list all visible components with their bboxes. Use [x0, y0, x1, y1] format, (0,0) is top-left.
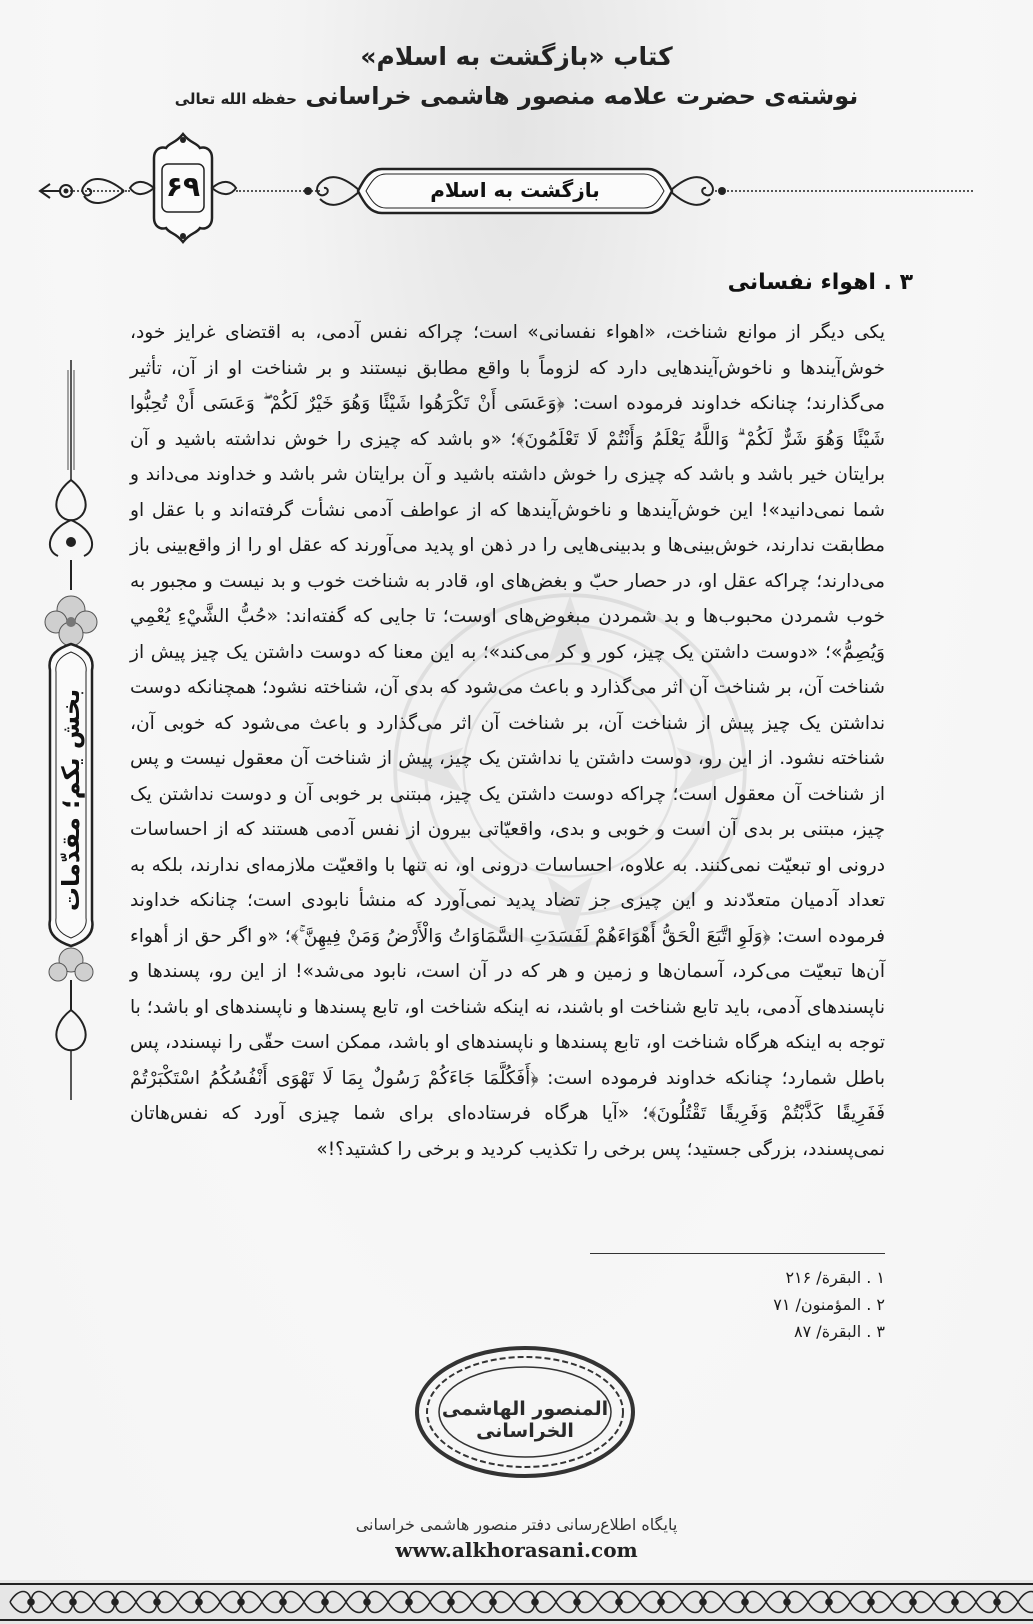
border-motif-dot — [364, 1599, 370, 1605]
border-motif-dot — [280, 1599, 286, 1605]
border-motif-dot — [910, 1599, 916, 1605]
border-motif-dot — [196, 1599, 202, 1605]
author-name: نوشته‌ی حضرت علامه منصور هاشمی خراسانی — [305, 82, 859, 110]
footnote-separator — [590, 1253, 885, 1254]
border-motif-dot — [742, 1599, 748, 1605]
border-motif-dot — [658, 1599, 664, 1605]
border-motif-dot — [238, 1599, 244, 1605]
page-number: ۶۹ — [165, 170, 201, 203]
body-paragraph: یکی دیگر از موانع شناخت، «اهواء نفسانی» است؛ چراکه نفس آدمی، به اقتضای غرایز خود، خوش‌آیندها و ناخوش‌آیندهایی دارد که لزوماً با واقع مطابق نیستند و بر شناخت او از آن، تأثیر می‌گذارند؛ چنانکه خداوند فرموده است: ﴿وَعَسَى أَنْ تَكْرَهُوا شَيْئًا وَهُوَ خَيْرٌ لَكُمْ ۖ وَعَسَى أَنْ تُحِبُّوا شَيْئًا وَهُوَ شَرٌّ لَكُمْ ۗ وَاللَّهُ يَعْلَمُ وَأَنْتُمْ لَا تَعْلَمُونَ﴾؛ «و باشد که چیزی را خوش نداشته باشید و آن برایتان خیر باشد و باشد که چیزی را خوش داشته باشید و آن برایتان شر باشد و خداوند می‌داند و شما نمی‌دانید»! این خوش‌آیندها و ناخوش‌آیندها که از عواطف آدمی نشأت گرفته‌اند و با عقل او مطابقت ندارند، خوش‌بینی‌ها و بدبینی‌هایی را در ذهن او پدید می‌آورند که عقل او را از واقع‌بینی باز می‌دارند؛ چراکه عقل او، در حصار حبّ و بغض‌های او، قادر به شناخت خوب و بد نیست و مجبور به خوب شمردن محبوب‌ها و بد شمردن مبغوض‌های اوست؛ تا جایی که گفته‌اند: «حُبُّ الشَّيْءِ يُعْمِي وَيُصِمُّ»؛ «دوست داشتن یک چیز، کور و کر می‌کند»؛ به این معنا که دوست داشتن یک چیز پیش از شناخت آن، بر شناخت آن اثر می‌گذارد و باعث می‌شود که بدی آن، شناخته نشود؛ همچنانکه دوست نداشتن یک چیز پیش از شناخت آن، بر شناخت آن اثر می‌گذارد و باعث می‌شود که خوبی آن، شناخته نشود. از این رو، دوست داشتن یا نداشتن یک چیز، پیش از شناخت آن معقول نیست و پس از شناخت آن معقول است؛ چراکه دوست داشتن یک چیز، مبتنی بر خوبی آن و دوست نداشتن یک چیز، مبتنی بر بدی آن است و خوبی و بدی، واقعیّاتی بیرون از نفس آدمی هستند که از احساسات درونی او تبعیّت نمی‌کنند. به علاوه، احساسات درونی او، نه تنها با واقعیّت ملازمه‌ای ندارند، بلکه به تعداد آدمیان متعدّدند و این چیزی جز تضاد پدید نمی‌آورد که منشأ نابودی است؛ چنانکه خداوند فرموده است: ﴿وَلَوِ اتَّبَعَ الْحَقُّ أَهْوَاءَهُمْ لَفَسَدَتِ السَّمَاوَاتُ وَالْأَرْضُ وَمَنْ فِيهِنَّ ۚ﴾؛ «و اگر حق از أهواء آن‌ها تبعیّت می‌کرد، آسمان‌ها و زمین و هر که در آن است، نابود می‌شد»! از این رو، پسندها و ناپسندهای آدمی، باید تابع شناخت او باشند، نه اینکه شناخت او، تابع پسندها و ناپسندهای او باشد؛ با توجه به اینکه هرگاه شناخت او، تابع پسندها و ناپسندهای او باشد، ممکن است حقّی را نپسندد، پس باطل شمارد؛ چنانکه خداوند فرموده است: ﴿أَفَكُلَّمَا جَاءَكُمْ رَسُولٌ بِمَا لَا تَهْوَى أَنْفُسُكُمُ اسْتَكْبَرْتُمْ فَفَرِيقًا كَذَّبْتُمْ وَفَرِيقًا تَقْتُلُونَ﴾؛ «آیا هرگاه فرستاده‌ای برای شما چیزی آورد که نفس‌هاتان نمی‌پسندد، بزرگی جستید؛ پس برخی را تکذیب کردید و برخی را کشتید؟!» — [129, 322, 885, 1160]
side-section-label — [50, 660, 92, 940]
header-flourish-left-icon — [36, 172, 126, 210]
border-motif-dot — [28, 1599, 34, 1605]
footnote-2: ۲ . المؤمنون/ ۷۱ — [773, 1295, 885, 1314]
border-motif-dot — [406, 1599, 412, 1605]
header-dotted-rule-right — [715, 190, 973, 192]
border-motif-dot — [700, 1599, 706, 1605]
seal-inscription: المنصور الهاشمی الخراسانی — [441, 1398, 609, 1442]
border-motif-dot — [826, 1599, 832, 1605]
border-motif-dot — [952, 1599, 958, 1605]
section-heading: ۳ . اهواء نفسانی — [727, 270, 913, 295]
border-motif-dot — [784, 1599, 790, 1605]
border-motif-dot — [448, 1599, 454, 1605]
border-motif-dot — [112, 1599, 118, 1605]
footnote-3: ۳ . البقرة/ ۸۷ — [794, 1322, 885, 1341]
author-honorific: حفظه الله تعالی — [174, 90, 297, 108]
border-motif-dot — [532, 1599, 538, 1605]
portal-caption: پایگاه اطلاع‌رسانی دفتر منصور هاشمی خراسانی — [355, 1515, 678, 1534]
footnotes — [773, 1264, 885, 1345]
border-motif-dot — [154, 1599, 160, 1605]
border-motif-dot — [70, 1599, 76, 1605]
border-motif-dot — [868, 1599, 874, 1605]
author-line — [0, 82, 1033, 110]
website-url: www.alkhorasani.com — [395, 1538, 638, 1562]
border-motif-dot — [490, 1599, 496, 1605]
border-motif-dot — [994, 1599, 1000, 1605]
border-motif-dot — [322, 1599, 328, 1605]
body-text — [130, 315, 885, 1167]
border-motif-dot — [616, 1599, 622, 1605]
footnote-1: ۱ . البقرة/ ۲۱۶ — [785, 1268, 885, 1287]
bottom-ornamental-border-icon — [0, 1580, 1033, 1624]
border-motif-dot — [574, 1599, 580, 1605]
running-head: بازگشت به اسلام — [430, 178, 600, 202]
book-title: کتاب «بازگشت به اسلام» — [360, 42, 673, 71]
side-section-label-text: بخش یکم؛ مقدّمات — [57, 688, 86, 912]
